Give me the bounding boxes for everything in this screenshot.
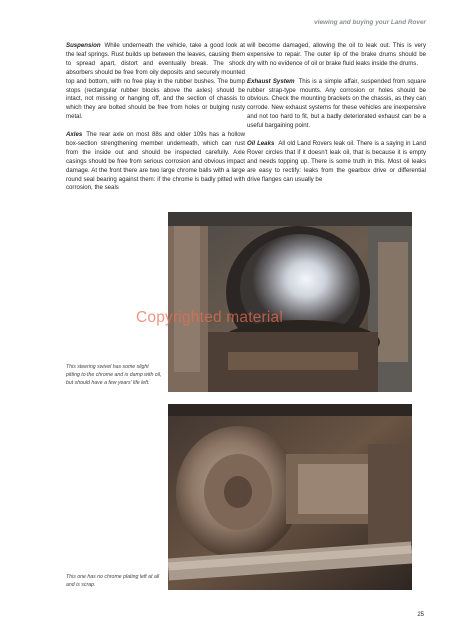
text-axles: The rear axle on most 88s and older 109s has a hollow box-section strengthening member underneath, which can rust from the inside out and should be inspected carefully. Axle casings should be free from serious corrosion and obvious impact damage. At the front there are two large chrome balls with a large round seal bearing against them: if the chrome is badly pitted with corrosion, the seals [66,131,245,192]
text-suspension: While underneath the vehicle, take a good look at the leaf springs. Rust builds up between the leaves, causing them to spread apart, distort and eventually break. The shock absorbers should be free from oily deposits and securely mounted top and bottom, with no free play in the rubber bushes. The bump stops (rectangular rubber blocks above the axles) should be intact, not missing or hanging off, and the section of chassis to which they are bolted should be free from holes or bulging rusty metal. [66,42,245,121]
text-exhaust: This is a simple affair, suspended from square rubber strap-type mounts. Any corrosion or holes should be obvious. Check the mounting brackets on the chassis, as they can corrode. New exhaust systems for these vehicles are inexpensive and not too hard to fit, but a badly deteriorated exhaust can be a useful bargaining point. [247,77,426,130]
paragraph-oil-leaks [247,140,426,185]
heading-axles: Axles [66,131,83,139]
text-oil-leaks: All old Land Rovers leak oil. There is a saying in Land Rover circles that if it doesn't leak oil, that is because it is empty and needs topping up. There is some truth in this. Most oil leaks are easy to rectify: leaks from the gearbox drive or differential drive flanges can usually be [247,139,426,183]
caption-photo-2: This one has no chrome plating left at all and is scrap. [66,574,160,588]
copyright-watermark: Copyrighted material [136,309,284,326]
paragraph-continued [247,42,426,69]
paragraph-exhaust [247,78,426,131]
heading-suspension: Suspension [66,42,101,49]
right-text-column [247,42,426,193]
running-header: viewing and buying your Land Rover [314,19,426,26]
left-text-column [66,42,245,202]
page-number: 25 [417,612,424,618]
paragraph-axles [66,131,245,193]
heading-oil-leaks: Oil Leaks [247,139,275,147]
text-continued: will become damaged, allowing the oil to leak out. This is very expensive to repair. The outer lip of the brake drums should be dry with no evidence of oil or brake fluid leaks inside the drums. [247,42,426,67]
photo-steering-swivel [168,212,412,392]
photo-scrap-swivel [168,404,412,590]
paragraph-suspension [66,42,245,122]
heading-exhaust: Exhaust System [247,77,295,85]
caption-photo-1: This steering swivel has some slight pitting to the chrome and is damp with oil, but should have a few years' life left. [66,364,162,386]
